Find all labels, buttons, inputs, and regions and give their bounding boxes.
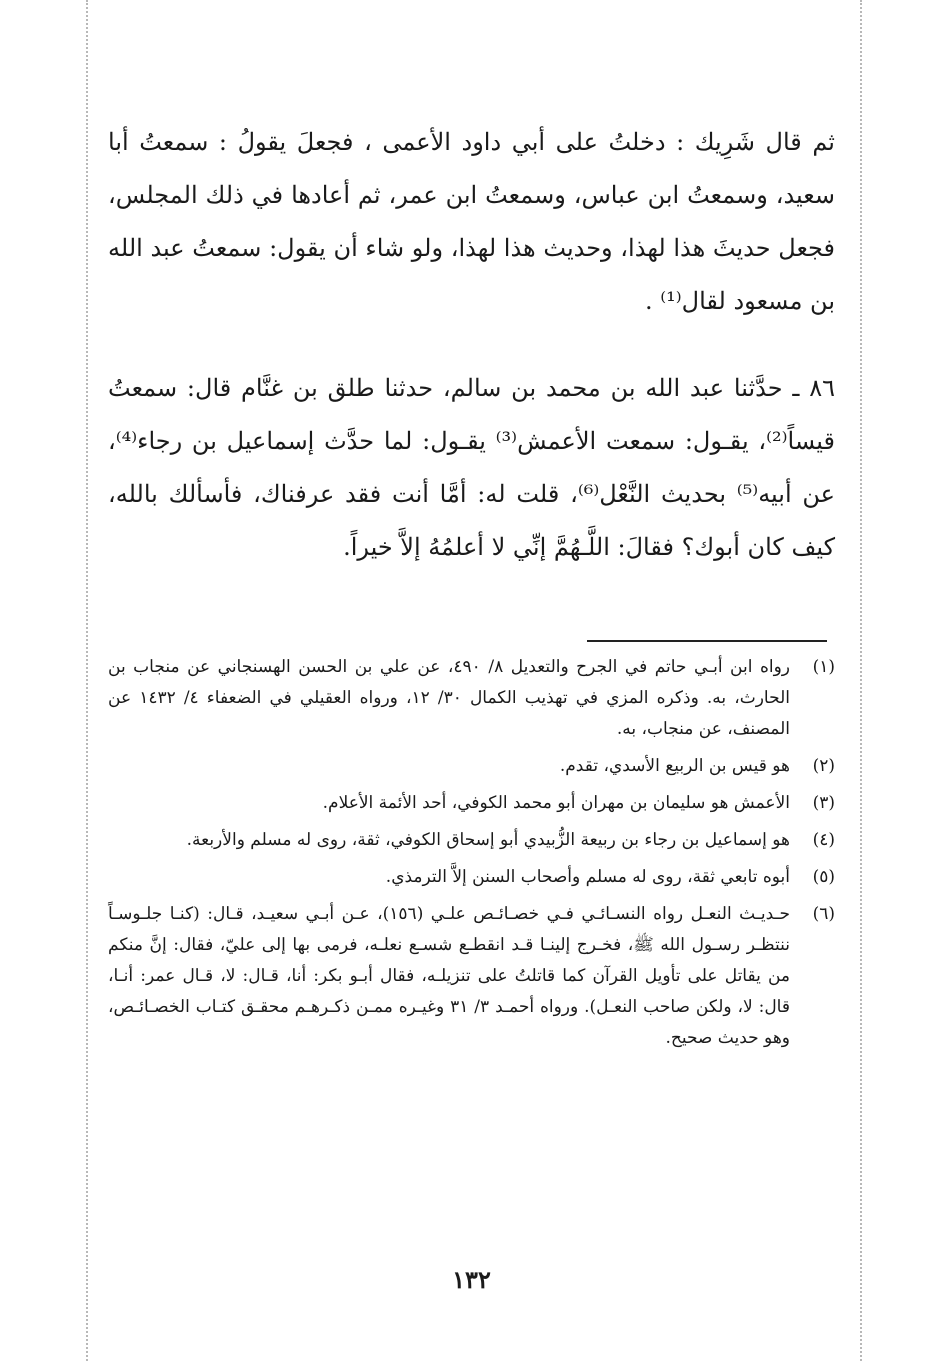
paragraph-text: ٨٦ ـ حدَّثنا عبد الله بن محمد بن سالم، حدثنا طلق بن غنَّام قال: سمعتُ قيساً⁽²⁾، يقـول: سمعت الأعمش⁽³⁾ يقـول: لما حدَّث إسماعيل بن رجاء⁽⁴⁾، عن أبيه⁽⁵⁾ بحديث النَّعْل⁽⁶⁾، قلت له: أمَّا أنت فقد عرفناك، فأسألك بالله، كيف كان أبوك؟ فقالَ: اللَّـهُمَّ إنِّي لا أعلمُهُ إلاَّ خيراً. — [108, 374, 836, 561]
footnote-text: رواه ابن أبـي حاتم في الجرح والتعديل ٨/ ٤٩٠، عن علي بن الحسن الهسنجاني عن منجاب بن الحارث، به. وذكره المزي في تهذيب الكمال ٣٠/ ١٢، ورواه العقيلي في الضعفاء ٤/ ١٤٣٢ عن المصنف، عن منجاب، به. — [108, 657, 790, 739]
footnote-separator — [587, 640, 827, 642]
footnote-text: حـديـث النعـل رواه النسـائـي فـي خصـائـص علـي (١٥٦)، عـن أبـي سعيـد، قـال: (كنـا جلـوسـاً ننتظـر رسـول الله ﷺ، فخـرج إلينـا قـد انقطـع شسـع نعلـه، فرمى بها إلى عليّ، فقال: إنَّ منكم من يقاتل على تأويل القرآن كما قاتلتُ على تنزيلـه، فقال أبـو بكر: أنا، قـال: لا، قـال عمر: أنـا، قال: لا، ولكن صاحب النعـل). ورواه أحمـد ٣/ ٣١ وغيـره ممـن ذكـرهـم محقـق كتـاب الخصـائـص، وهو حديث صحيح. — [108, 904, 790, 1048]
footnote-text: الأعمش هو سليمان بن مهران أبو محمد الكوفي، أحد الأئمة الأعلام. — [322, 793, 790, 813]
footnote-text: هو إسماعيل بن رجاء بن ربيعة الزُّبيدي أبو إسحاق الكوفي، ثقة، روى له مسلم والأربعة. — [186, 830, 790, 850]
footnote-6 — [108, 899, 835, 1054]
footnote-5 — [108, 862, 835, 893]
paragraph-text: ثم قال شَرِيك : دخلتُ على أبي داود الأعمى ، فجعلَ يقولُ : سمعتُ أبا سعيد، وسمعتُ ابن عباس، وسمعتُ ابن عمر، ثم أعادها في ذلك المجلس، فجعل حديثَ هذا لهذا، وحديث هذا لهذا، ولو شاء أن يقول: سمعتُ عبد الله بن مسعود لقال⁽¹⁾ . — [108, 128, 835, 315]
page-number: ١٣٢ — [452, 1265, 491, 1294]
footnote-1 — [108, 652, 835, 745]
footnote-number: (٥) — [812, 867, 835, 887]
footnote-text: هو قيس بن الربيع الأسدي، تقدم. — [559, 756, 790, 776]
footnote-3 — [108, 788, 835, 819]
scan-margin-right — [860, 0, 862, 1361]
footnote-number: (٦) — [812, 904, 835, 924]
scan-margin-left — [86, 0, 88, 1361]
footnotes — [108, 652, 835, 1060]
footnote-number: (٢) — [812, 756, 835, 776]
main-paragraph-1 — [108, 116, 835, 328]
footnote-number: (١) — [812, 657, 835, 677]
footnote-2 — [108, 751, 835, 782]
footnote-number: (٤) — [812, 830, 835, 850]
main-paragraph-2 — [108, 362, 835, 574]
footnote-4 — [108, 825, 835, 856]
footnote-number: (٣) — [812, 793, 835, 813]
footnote-text: أبوه تابعي ثقة، روى له مسلم وأصحاب السنن إلاَّ الترمذي. — [385, 867, 790, 887]
